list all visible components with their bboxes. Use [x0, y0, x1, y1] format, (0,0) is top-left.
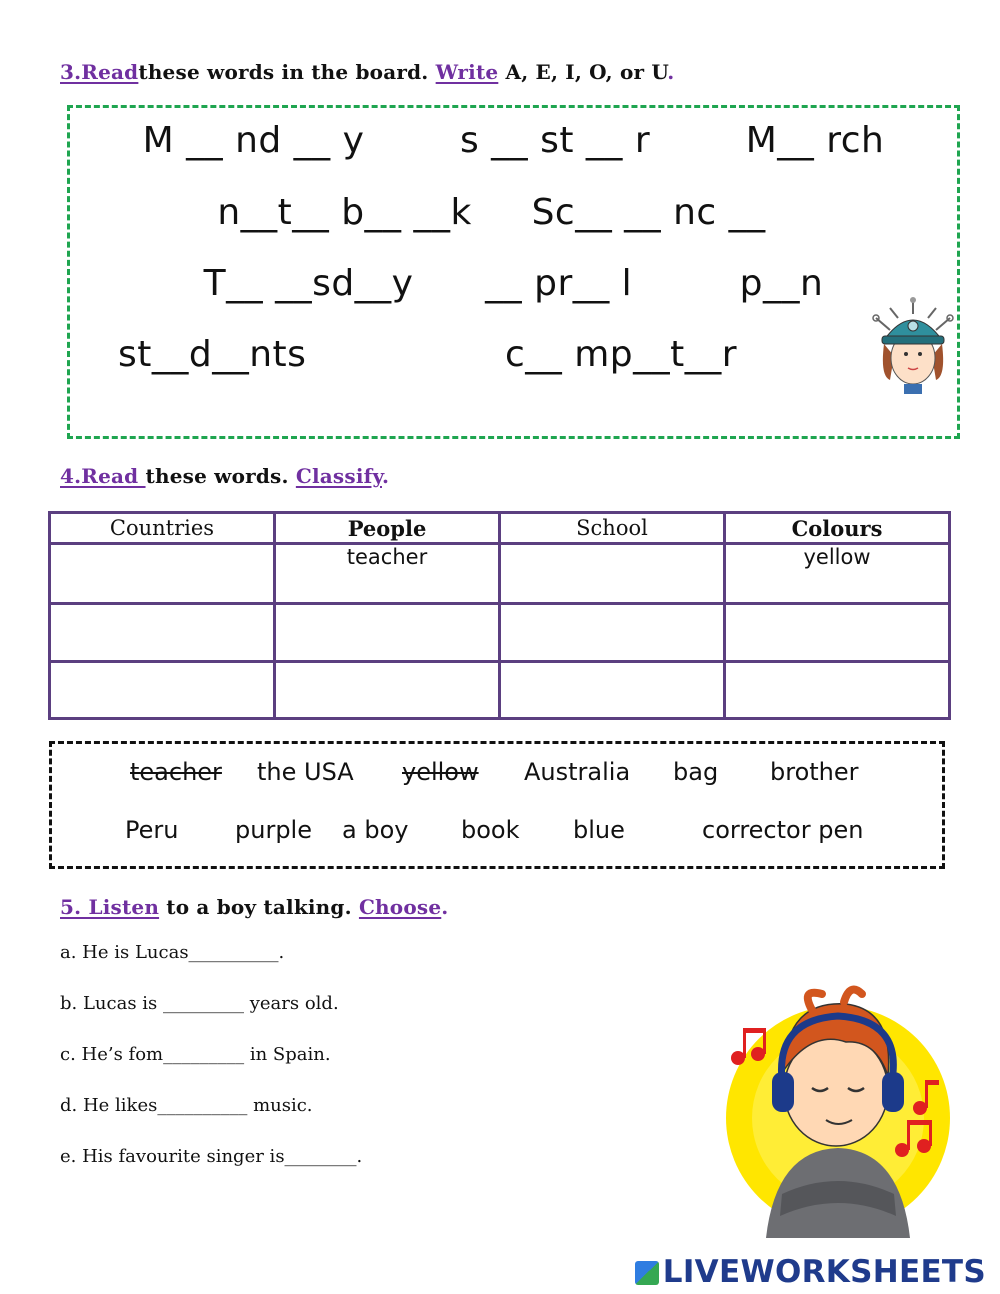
classify-table	[48, 511, 951, 720]
question-c[interactable]: c. He’s fom_________ in Spain.	[60, 1044, 331, 1065]
table-row	[50, 661, 950, 718]
section-3-dot: .	[667, 60, 675, 84]
board-line-3: T__ __sd__y __ pr__ l p__n	[203, 263, 824, 304]
cell-colours[interactable]	[725, 604, 950, 661]
cell-colours[interactable]: yellow	[725, 544, 950, 604]
header-school: School	[500, 513, 725, 544]
cell-school[interactable]	[500, 604, 725, 661]
board-line-4a: st__d__nts	[118, 334, 307, 375]
word-bank-item[interactable]: blue	[573, 816, 625, 844]
question-a[interactable]: a. He is Lucas__________.	[60, 942, 285, 963]
cell-countries[interactable]	[50, 604, 275, 661]
section-3-text1: these words in the board.	[138, 60, 429, 84]
word-bank-item[interactable]: Peru	[125, 816, 179, 844]
section-4-read: 4.Read	[60, 464, 146, 488]
boy-listening-to-music-illustration	[716, 980, 960, 1238]
cell-colours[interactable]	[725, 661, 950, 718]
question-d[interactable]: d. He likes__________ music.	[60, 1095, 313, 1116]
word-bank	[49, 741, 945, 869]
table-row	[50, 544, 950, 604]
section-5-dot: .	[441, 895, 449, 919]
cell-countries[interactable]	[50, 544, 275, 604]
header-countries: Countries	[50, 513, 275, 544]
header-people: People	[275, 513, 500, 544]
cell-school[interactable]	[500, 544, 725, 604]
table-row	[50, 604, 950, 661]
liveworksheets-logo-icon	[635, 1261, 659, 1285]
logo-text: LIVEWORKSHEETS	[662, 1254, 986, 1290]
section-3-text2: A, E, I, O, or U	[505, 60, 668, 84]
section-5-text1: to a boy talking.	[166, 895, 352, 919]
word-bank-item[interactable]: a boy	[342, 816, 409, 844]
section-4-text1: these words.	[145, 464, 289, 488]
cell-people[interactable]: teacher	[275, 544, 500, 604]
section-4-dot: .	[381, 464, 390, 488]
girl-with-thinking-cap-illustration	[870, 296, 956, 396]
word-bank-item[interactable]: teacher	[130, 758, 222, 786]
word-bank-item[interactable]: yellow	[402, 758, 479, 786]
word-bank-item[interactable]: book	[461, 816, 520, 844]
board-line-4b: c__ mp__t__r	[505, 334, 738, 375]
table-header-row	[50, 513, 950, 544]
section-5-heading	[60, 895, 448, 919]
question-e[interactable]: e. His favourite singer is________.	[60, 1146, 363, 1167]
board-line-2: n__t__ b__ __k Sc__ __ nc __	[217, 192, 766, 233]
cell-countries[interactable]	[50, 661, 275, 718]
section-4-heading	[60, 464, 389, 488]
section-5-listen: 5. Listen	[60, 895, 160, 919]
section-3-heading	[60, 60, 674, 84]
section-4-classify: Classify	[295, 464, 382, 488]
word-bank-item[interactable]: corrector pen	[702, 816, 864, 844]
cell-people[interactable]	[275, 661, 500, 718]
word-bank-item[interactable]: Australia	[524, 758, 631, 786]
section-5-choose: Choose	[358, 895, 442, 919]
word-bank-item[interactable]: the USA	[257, 758, 354, 786]
section-3-write: Write	[435, 60, 499, 84]
word-board	[67, 105, 960, 439]
header-colours: Colours	[725, 513, 950, 544]
word-bank-item[interactable]: purple	[235, 816, 312, 844]
question-b[interactable]: b. Lucas is _________ years old.	[60, 993, 339, 1014]
board-line-1: M __ nd __ y s __ st __ r M__ rch	[142, 120, 885, 161]
cell-people[interactable]	[275, 604, 500, 661]
liveworksheets-logo	[635, 1254, 986, 1290]
cell-school[interactable]	[500, 661, 725, 718]
word-bank-item[interactable]: brother	[770, 758, 859, 786]
word-bank-item[interactable]: bag	[673, 758, 719, 786]
section-3-read: 3.Read	[60, 60, 139, 84]
